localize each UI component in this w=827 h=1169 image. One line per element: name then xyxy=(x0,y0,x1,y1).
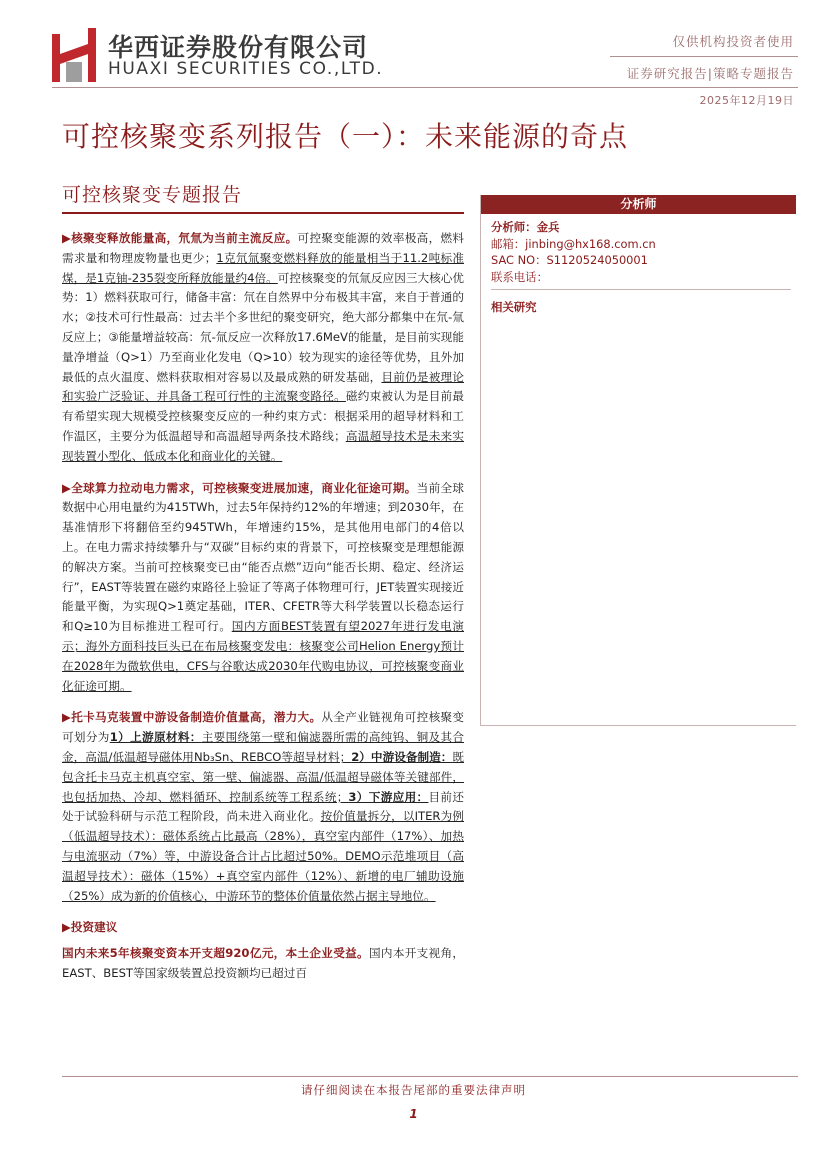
section-2-text-a: 当前全球数据中心用电量约为415TWh，过去5年保持约12%的年增速；到2030年，在基准情形下将翻倍至约945TWh，年增速约15%，是其他用电部门的4倍以上。在电力需求持续攀升与“双碳”目标约束的背景下，可控核聚变是理想能源的解决方案。当前可控核聚变已由“能否点燃”迈向“能否长期、稳定、经济运行”，EAST等装置在磁约束路径上验证了等离子体物理可行，JET装置实现接近能量平衡，为实现Q>1奠定基础，ITER、CFETR等大科学装置以长稳态运行和Q≥10为目标推进工程可行。 xyxy=(62,480,464,634)
analyst-sidebar xyxy=(480,195,796,726)
audience-note: 仅供机构投资者使用 xyxy=(672,34,794,49)
section-3-midstream-text: 既包含托卡马克主机真空室、第一壁、偏滤器、高温/低温超导磁体等关键部件，也包括加热、冷却、燃料循环、控制系统等工程系统； xyxy=(62,749,464,804)
report-category: 证券研究报告|策略专题报告 xyxy=(626,66,794,81)
section-5 xyxy=(62,944,464,984)
section-5-heading: 国内未来5年核聚变资本开支超920亿元，本土企业受益。 xyxy=(62,946,369,961)
related-research: 相关研究 xyxy=(491,300,537,314)
section-4 xyxy=(62,918,464,938)
report-title: 可控核聚变系列报告（一）：未来能源的奇点 xyxy=(62,120,629,153)
section-3-text-a: 从全产业链视角可控核聚变可划分为 xyxy=(62,710,464,745)
header-divider xyxy=(610,56,798,57)
sidebar-header: 分析师 xyxy=(481,195,796,214)
section-1-text-c: 磁约束被认为是目前最有希望实现大规模受控核聚变反应的一种约束方式：根据采用的超导材料和工作温区，主要分为低温超导和高温超导两条技术路线； xyxy=(62,389,464,443)
analyst-info xyxy=(491,219,791,285)
analyst-sac: SAC NO：S1120524050001 xyxy=(491,253,648,267)
section-1-text-b: 可控核聚变的氘氚反应因三大核心优势：1）燃料获取可行，储备丰富：氘在自然界中分布极其丰富，来自于普通的水；②技术可行性最高：过去半个多世纪的聚变研究，绝大部分都集中在氘-氚反应上；③能量增益较高：氘-氚反应一次释放17.6MeV的能量，是目前实现能量净增益（Q>1）乃至商业化发电（Q>10）较为现实的途径等优势，且外加最低的点火温度、燃料获取相对容易以及最成熟的研发基础， xyxy=(62,270,464,384)
section-1 xyxy=(62,229,464,467)
section-3-midstream-label: 2）中游设备制造： xyxy=(351,749,453,764)
section-1-underline-c: 高温超导技术是未来实现装置小型化、低成本化和商业化的关键。 xyxy=(62,428,464,463)
section-1-underline-b: 目前仍是被理论和实验广泛验证、并具备工程可行性的主流聚变路径。 xyxy=(62,369,464,404)
section-2-underline-a: 国内方面BEST装置有望2027年进行发电演示；海外方面科技巨头已在布局核聚变发电：核聚变公司Helion Energy预计在2028年为微软供电，CFS与谷歌达成2030年代购电协议，可控核聚变商业化征途可期。 xyxy=(62,619,464,693)
section-3 xyxy=(62,708,464,906)
company-name-cn: 华西证券股份有限公司 xyxy=(108,33,369,62)
section-5-text-a: 国内本开支视角，EAST、BEST等国家级装置总投资额均已超过百 xyxy=(62,946,464,980)
section-3-underline-b: 按价值量拆分，以ITER为例（低温超导技术）：磁体系统占比最高（28%），真空室内部件（17%）、加热与电流驱动（7%）等，中游设备合计占比超过50%。DEMO示范堆项目（高温超导技术）：磁体（15%）+真空室内部件（12%）、新增的电厂辅助设施（25%）成为新的价值核心，中游环节的整体价值量依然占据主导地位。 xyxy=(62,809,464,903)
section-1-text-a: 可控聚变能源的效率极高，燃料需求量和物理废物量也更少； xyxy=(62,231,464,265)
analyst-phone: 联系电话： xyxy=(491,269,548,284)
header-rule xyxy=(52,87,798,88)
report-body xyxy=(62,229,464,996)
section-3-downstream-label: 3）下游应用： xyxy=(348,789,429,804)
section-4-heading: ▶投资建议 xyxy=(62,920,118,935)
sidebar-divider xyxy=(491,289,791,290)
analyst-email[interactable]: 邮箱：jinbing@hx168.com.cn xyxy=(491,236,656,251)
section-3-heading: ▶托卡马克装置中游设备制造价值量高，潜力大。 xyxy=(62,710,322,725)
report-date: 2025年12月19日 xyxy=(699,94,794,107)
section-3-upstream-label: 1）上游原材料： xyxy=(109,730,202,745)
section-3-text-b: 目前还处于试验科研与示范工程阶段，尚未进入商业化。 xyxy=(62,789,464,824)
footer-rule xyxy=(62,1076,798,1077)
section-2-heading: ▶全球算力拉动电力需求，可控核聚变进展加速，商业化征途可期。 xyxy=(62,480,417,495)
section-1-underline-a: 1克氘氚聚变燃料释放的能量相当于11.2吨标准煤，是1克铀-235裂变所释放能量约4倍。 xyxy=(62,250,464,285)
company-name-en: HUAXI SECURITIES CO.,LTD. xyxy=(108,59,384,79)
analyst-name: 分析师：金兵 xyxy=(491,220,560,234)
section-1-heading: ▶核聚变释放能量高，氘氚为当前主流反应。 xyxy=(62,231,298,245)
subtitle-rule xyxy=(62,212,464,214)
section-2 xyxy=(62,479,464,697)
report-subtitle: 可控核聚变专题报告 xyxy=(62,184,243,206)
legal-disclaimer: 请仔细阅读在本报告尾部的重要法律声明 xyxy=(301,1083,526,1097)
company-logo xyxy=(52,28,96,82)
page-number: 1 xyxy=(409,1107,418,1121)
section-3-upstream-text: 主要围绕第一壁和偏滤器所需的高纯钨、铜及其合金，高温/低温超导磁体用Nb₃Sn、REBCO等超导材料； xyxy=(62,730,464,764)
